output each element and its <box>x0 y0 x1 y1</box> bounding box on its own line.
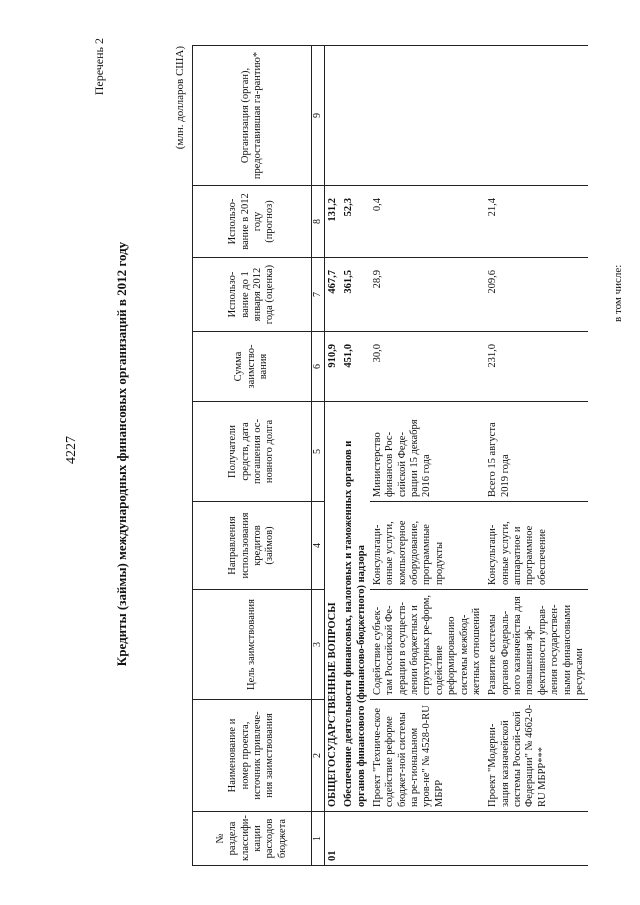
column-number: 8 <box>312 186 325 258</box>
column-number-row <box>312 46 325 866</box>
project-amount: 231,0 <box>485 332 588 402</box>
column-header: Получатели средств, дата погашения ос-новного долга <box>193 402 312 502</box>
including-label: в том числе: <box>612 264 624 322</box>
project-goal: Развитие системы органов Федераль-ного казначейства для повышения эф-фективности управ-ления государствен-ными финансовыми ресурсами <box>485 590 588 700</box>
column-number: 4 <box>312 502 325 590</box>
column-number: 2 <box>312 700 325 812</box>
project-guarantor <box>485 46 588 186</box>
subsection-name: Обеспечение деятельности финансовых, налоговых и таможенных органов и органов финансового (финансово-бюджетного) надзора <box>341 402 370 812</box>
project-name: Проект "Техниче-ское содействие реформе бюджет-ной системы на ре-гиональном уров-не" № 4528-0-RU МБРР <box>370 700 485 812</box>
project-used-before: 209,6 <box>485 258 588 332</box>
project-name: Проект "Модерни-зация казначейской системы Россий-ской Федерации" № 4662-0-RU МБРР*** <box>485 700 588 812</box>
column-header: Сумма заимство-вания <box>193 332 312 402</box>
project-guarantor <box>370 46 485 186</box>
column-header: Направления использования кредитов (займов) <box>193 502 312 590</box>
project-amount: 30,0 <box>370 332 485 402</box>
section-used-before: 467,7 <box>324 258 341 332</box>
section-code: 01 <box>324 812 341 866</box>
document-title: Кредиты (займы) международных финансовых организаций в 2012 году <box>114 241 129 667</box>
column-number: 5 <box>312 402 325 502</box>
page-number: 4227 <box>64 436 79 464</box>
column-number: 9 <box>312 46 325 186</box>
column-header: Наименование и номер проекта, источник привлече-ния заимствования <box>193 700 312 812</box>
project-used-before: 28,9 <box>370 258 485 332</box>
project-usage: Консультаци-онные услуги, аппаратное и программное обеспечение <box>485 502 588 590</box>
table-row <box>485 46 588 866</box>
column-header: Использо-вание в 2012 году (прогноз) <box>193 186 312 258</box>
project-recipient: Министерство финансов Рос-сийской Феде-рации 15 декабря 2016 года <box>370 402 485 502</box>
column-number: 7 <box>312 258 325 332</box>
column-number: 6 <box>312 332 325 402</box>
subsection-amount: 451,0 <box>341 332 370 402</box>
column-header: Цель заимствования <box>193 590 312 700</box>
subsection-code <box>341 812 370 866</box>
section-name: ОБЩЕГОСУДАРСТВЕННЫЕ ВОПРОСЫ <box>324 402 341 812</box>
units-note: (млн. долларов США) <box>174 46 186 150</box>
project-used-2012: 21,4 <box>485 186 588 258</box>
section-guarantor <box>324 46 341 186</box>
subsection-row <box>341 46 370 866</box>
section-used-2012: 131,2 <box>324 186 341 258</box>
project-usage: Консультаци-онные услуги, компьютерное оборудование, программные продукты <box>370 502 485 590</box>
table-row <box>370 46 485 866</box>
column-header: Организация (орган), предоставившая га-рантию* <box>193 46 312 186</box>
project-used-2012: 0,4 <box>370 186 485 258</box>
header-row <box>193 46 312 866</box>
credits-table <box>192 45 588 866</box>
project-recipient: Всего 15 августа 2019 года <box>485 402 588 502</box>
section-amount: 910,9 <box>324 332 341 402</box>
column-number: 1 <box>312 812 325 866</box>
column-header: Использо-вание до 1 января 2012 года (оценка) <box>193 258 312 332</box>
column-header: № раздела классифи-кации расходов бюджета <box>193 812 312 866</box>
section-row <box>324 46 341 866</box>
subsection-guarantor <box>341 46 370 186</box>
column-number: 3 <box>312 590 325 700</box>
subsection-used-2012: 52,3 <box>341 186 370 258</box>
project-goal: Содействие субъек-там Российской Фе-дерации в осуществ-лении бюджетных и структурных ре-форм, содействие реформированию системы межбюд-жетных отношений <box>370 590 485 700</box>
rotated-document <box>84 24 632 884</box>
subsection-used-before: 361,5 <box>341 258 370 332</box>
list-label: Перечень 2 <box>92 38 106 96</box>
